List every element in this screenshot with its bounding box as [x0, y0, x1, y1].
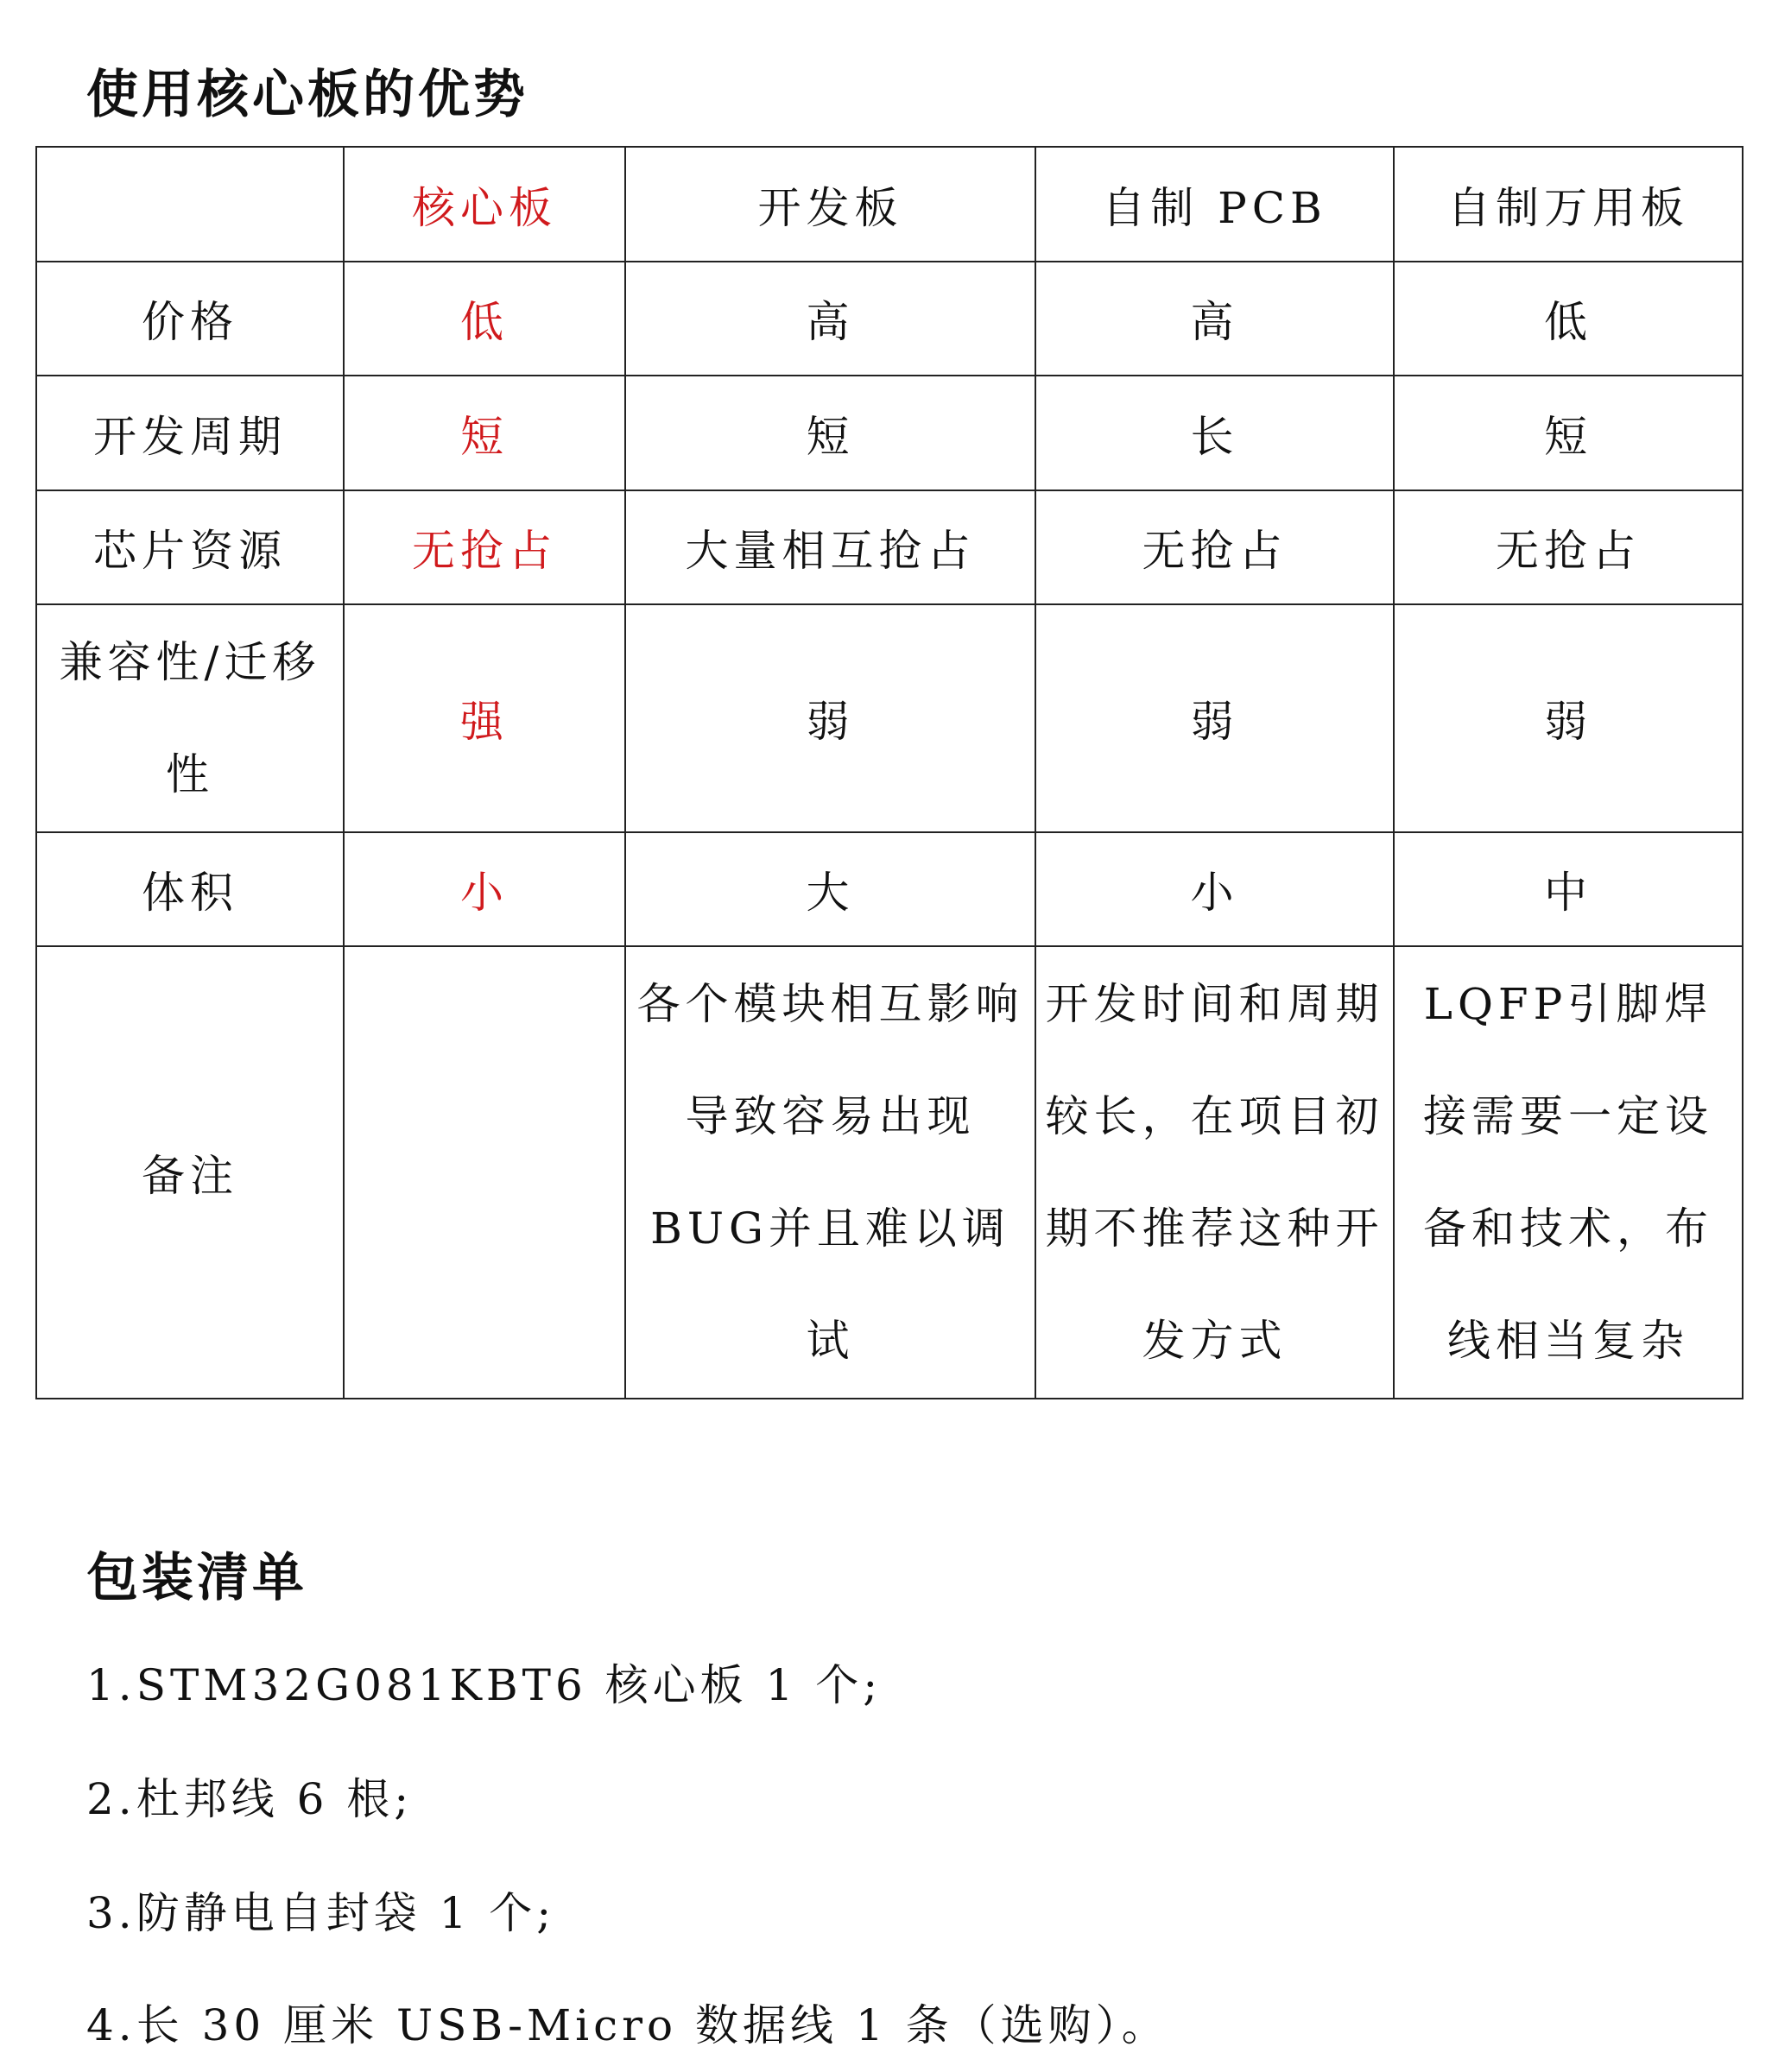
table-row: [36, 490, 1743, 604]
table-cell: 弱: [1394, 604, 1743, 832]
table-cell: 低: [1394, 262, 1743, 376]
table-row: [36, 604, 1743, 832]
notes-cell-custom-pcb: 开发时间和周期较长，在项目初期不推荐这种开发方式: [1035, 946, 1394, 1399]
section-title-advantages: 使用核心板的优势: [86, 65, 528, 125]
row-label-chip-resources: 芯片资源: [36, 490, 344, 604]
header-cell-custom-pcb: 自制 PCB: [1035, 147, 1394, 262]
list-item: 1.STM32G081KBT6 核心板 1 个;: [86, 1660, 883, 1710]
table-header-row: [36, 147, 1743, 262]
table-row: [36, 832, 1743, 946]
row-label-price: 价格: [36, 262, 344, 376]
table-cell: 短: [625, 376, 1035, 490]
table-cell: [344, 946, 625, 1399]
table-row: [36, 946, 1743, 1399]
row-label-dev-cycle: 开发周期: [36, 376, 344, 490]
table-cell: 短: [1394, 376, 1743, 490]
table-cell: 小: [344, 832, 625, 946]
table-cell: 弱: [1035, 604, 1394, 832]
row-label-size: 体积: [36, 832, 344, 946]
section-title-package: 包装清单: [86, 1548, 307, 1608]
table-row: [36, 262, 1743, 376]
table-cell: 高: [1035, 262, 1394, 376]
table-cell: 中: [1394, 832, 1743, 946]
table-cell: 大: [625, 832, 1035, 946]
table-row: [36, 376, 1743, 490]
notes-cell-dev-board: 各个模块相互影响导致容易出现BUG并且难以调试: [625, 946, 1035, 1399]
list-item: 3.防静电自封袋 1 个;: [86, 1888, 556, 1938]
header-cell-dev-board: 开发板: [625, 147, 1035, 262]
table-cell: 无抢占: [344, 490, 625, 604]
table-cell: 无抢占: [1035, 490, 1394, 604]
header-cell-empty: [36, 147, 344, 262]
table-cell: 弱: [625, 604, 1035, 832]
header-cell-core-board: 核心板: [344, 147, 625, 262]
table-cell: 强: [344, 604, 625, 832]
table-cell: 长: [1035, 376, 1394, 490]
list-item: 2.杜邦线 6 根;: [86, 1774, 414, 1824]
comparison-table: [35, 146, 1744, 1399]
table-cell: 低: [344, 262, 625, 376]
table-cell: 短: [344, 376, 625, 490]
table-cell: 高: [625, 262, 1035, 376]
notes-cell-perfboard: LQFP引脚焊接需要一定设备和技术，布线相当复杂: [1394, 946, 1743, 1399]
row-label-compatibility: 兼容性/迁移性: [36, 604, 344, 832]
table-cell: 大量相互抢占: [625, 490, 1035, 604]
row-label-notes: 备注: [36, 946, 344, 1399]
table-cell: 无抢占: [1394, 490, 1743, 604]
header-cell-perfboard: 自制万用板: [1394, 147, 1743, 262]
list-item: 4.长 30 厘米 USB-Micro 数据线 1 条（选购）。: [86, 2000, 1169, 2050]
table-cell: 小: [1035, 832, 1394, 946]
